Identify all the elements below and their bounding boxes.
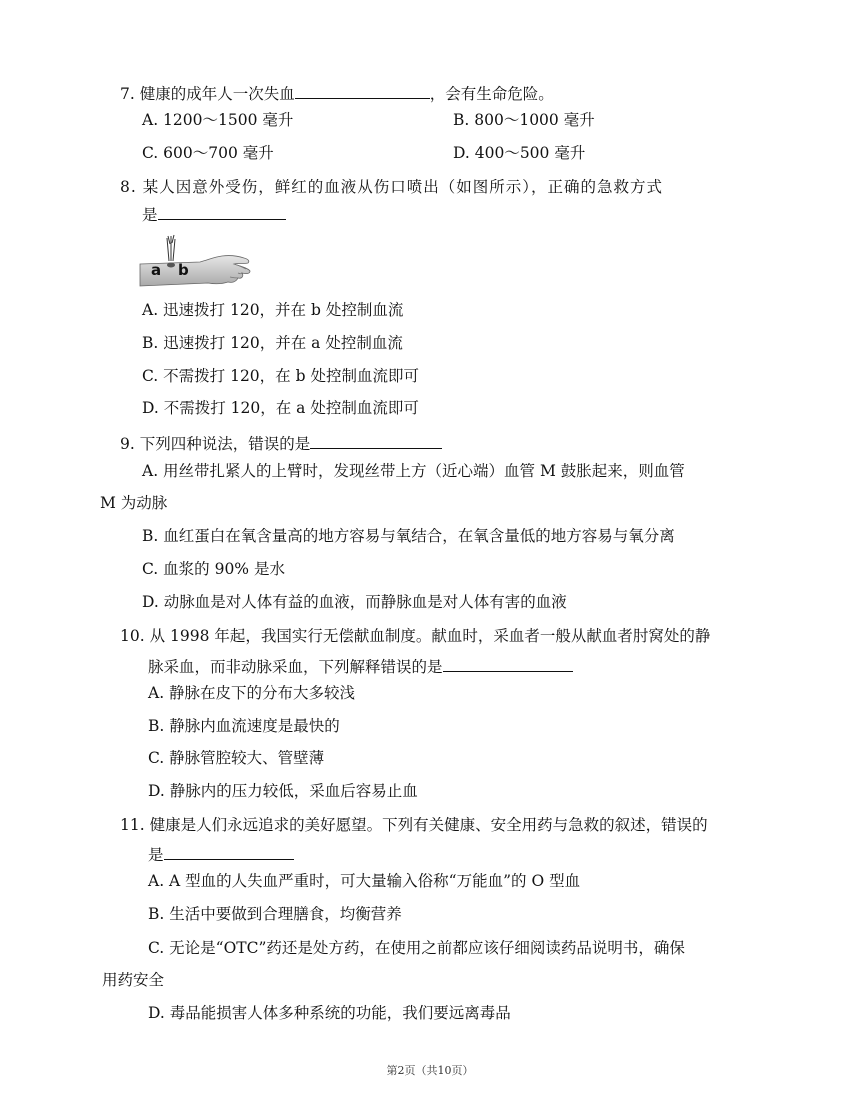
q9-stem <box>120 432 442 454</box>
q10-answer-blank[interactable] <box>443 655 573 672</box>
q11-option-a: A. A 型血的人失血严重时，可大量输入俗称“万能血”的 O 型血 <box>148 872 581 890</box>
q11-option-d: D. 毒品能损害人体多种系统的功能，我们要远离毒品 <box>148 1004 511 1022</box>
q9-stem-text: 9. 下列四种说法，错误的是 <box>120 435 311 453</box>
q11-option-b: B. 生活中要做到合理膳食，均衡营养 <box>148 905 402 923</box>
q8-stem-line1: 8. 某人因意外受伤，鲜红的血液从伤口喷出（如图所示），正确的急救方式 <box>120 178 663 196</box>
q8-option-d: D. 不需拨打 120，在 a 处控制血流即可 <box>142 399 419 417</box>
q7-option-b: B. 800～1000 毫升 <box>453 111 595 129</box>
q7-option-a: A. 1200～1500 毫升 <box>142 111 294 129</box>
q9-option-c: C. 血浆的 90% 是水 <box>142 560 285 578</box>
q11-stem-text: 是 <box>148 846 164 864</box>
q7-option-c: C. 600～700 毫升 <box>142 144 274 162</box>
q10-option-b: B. 静脉内血流速度是最快的 <box>148 717 340 735</box>
q11-option-c-line2: 用药安全 <box>102 971 165 989</box>
q7-option-d: D. 400～500 毫升 <box>453 144 586 162</box>
q9-option-a-line2: M 为动脉 <box>100 494 168 512</box>
figure-label-b: b <box>178 261 189 279</box>
q9-option-d: D. 动脉血是对人体有益的血液，而静脉血是对人体有害的血液 <box>142 593 567 611</box>
q10-stem-line1: 10. 从 1998 年起，我国实行无偿献血制度。献血时，采血者一般从献血者肘窝处的静 <box>120 627 711 645</box>
q7-stem-end: ，会有生命危险。 <box>429 85 554 103</box>
q8-option-a: A. 迅速拨打 120，并在 b 处控制血流 <box>142 301 404 319</box>
q11-stem-line2 <box>148 843 294 865</box>
q11-option-c-line1: C. 无论是“OTC”药还是处方药，在使用之前都应该仔细阅读药品说明书，确保 <box>148 939 685 957</box>
q10-stem-text: 脉采血，而非动脉采血，下列解释错误的是 <box>148 658 443 676</box>
q9-answer-blank[interactable] <box>310 432 442 449</box>
q8-stem-line2 <box>142 203 286 225</box>
q7-stem <box>120 82 554 104</box>
q10-option-a: A. 静脉在皮下的分布大多较浅 <box>148 684 356 702</box>
page-number-footer: 第2页（共10页） <box>386 1064 474 1077</box>
q8-option-b: B. 迅速拨打 120，并在 a 处控制血流 <box>142 334 403 352</box>
q8-answer-blank[interactable] <box>158 203 286 220</box>
blood-spurt-icon <box>167 235 175 261</box>
arm-wound-figure <box>138 234 254 296</box>
q9-option-b: B. 血红蛋白在氧含量高的地方容易与氧结合，在氧含量低的地方容易与氧分离 <box>142 527 675 545</box>
q9-option-a-line1: A. 用丝带扎紧人的上臂时，发现丝带上方（近心端）血管 M 鼓胀起来，则血管 <box>142 462 685 480</box>
q11-stem-line1: 11. 健康是人们永远追求的美好愿望。下列有关健康、安全用药与急救的叙述，错误的 <box>120 816 708 834</box>
q10-option-d: D. 静脉内的压力较低，采血后容易止血 <box>148 782 418 800</box>
figure-label-a: a <box>151 261 162 279</box>
q10-option-c: C. 静脉管腔较大、管壁薄 <box>148 749 325 767</box>
q8-stem-text: 是 <box>142 206 158 224</box>
q7-stem-text: 7. 健康的成年人一次失血 <box>120 85 295 103</box>
q10-stem-line2 <box>148 655 573 677</box>
q11-answer-blank[interactable] <box>164 843 294 860</box>
q8-option-c: C. 不需拨打 120，在 b 处控制血流即可 <box>142 367 419 385</box>
q7-answer-blank[interactable] <box>295 82 430 99</box>
